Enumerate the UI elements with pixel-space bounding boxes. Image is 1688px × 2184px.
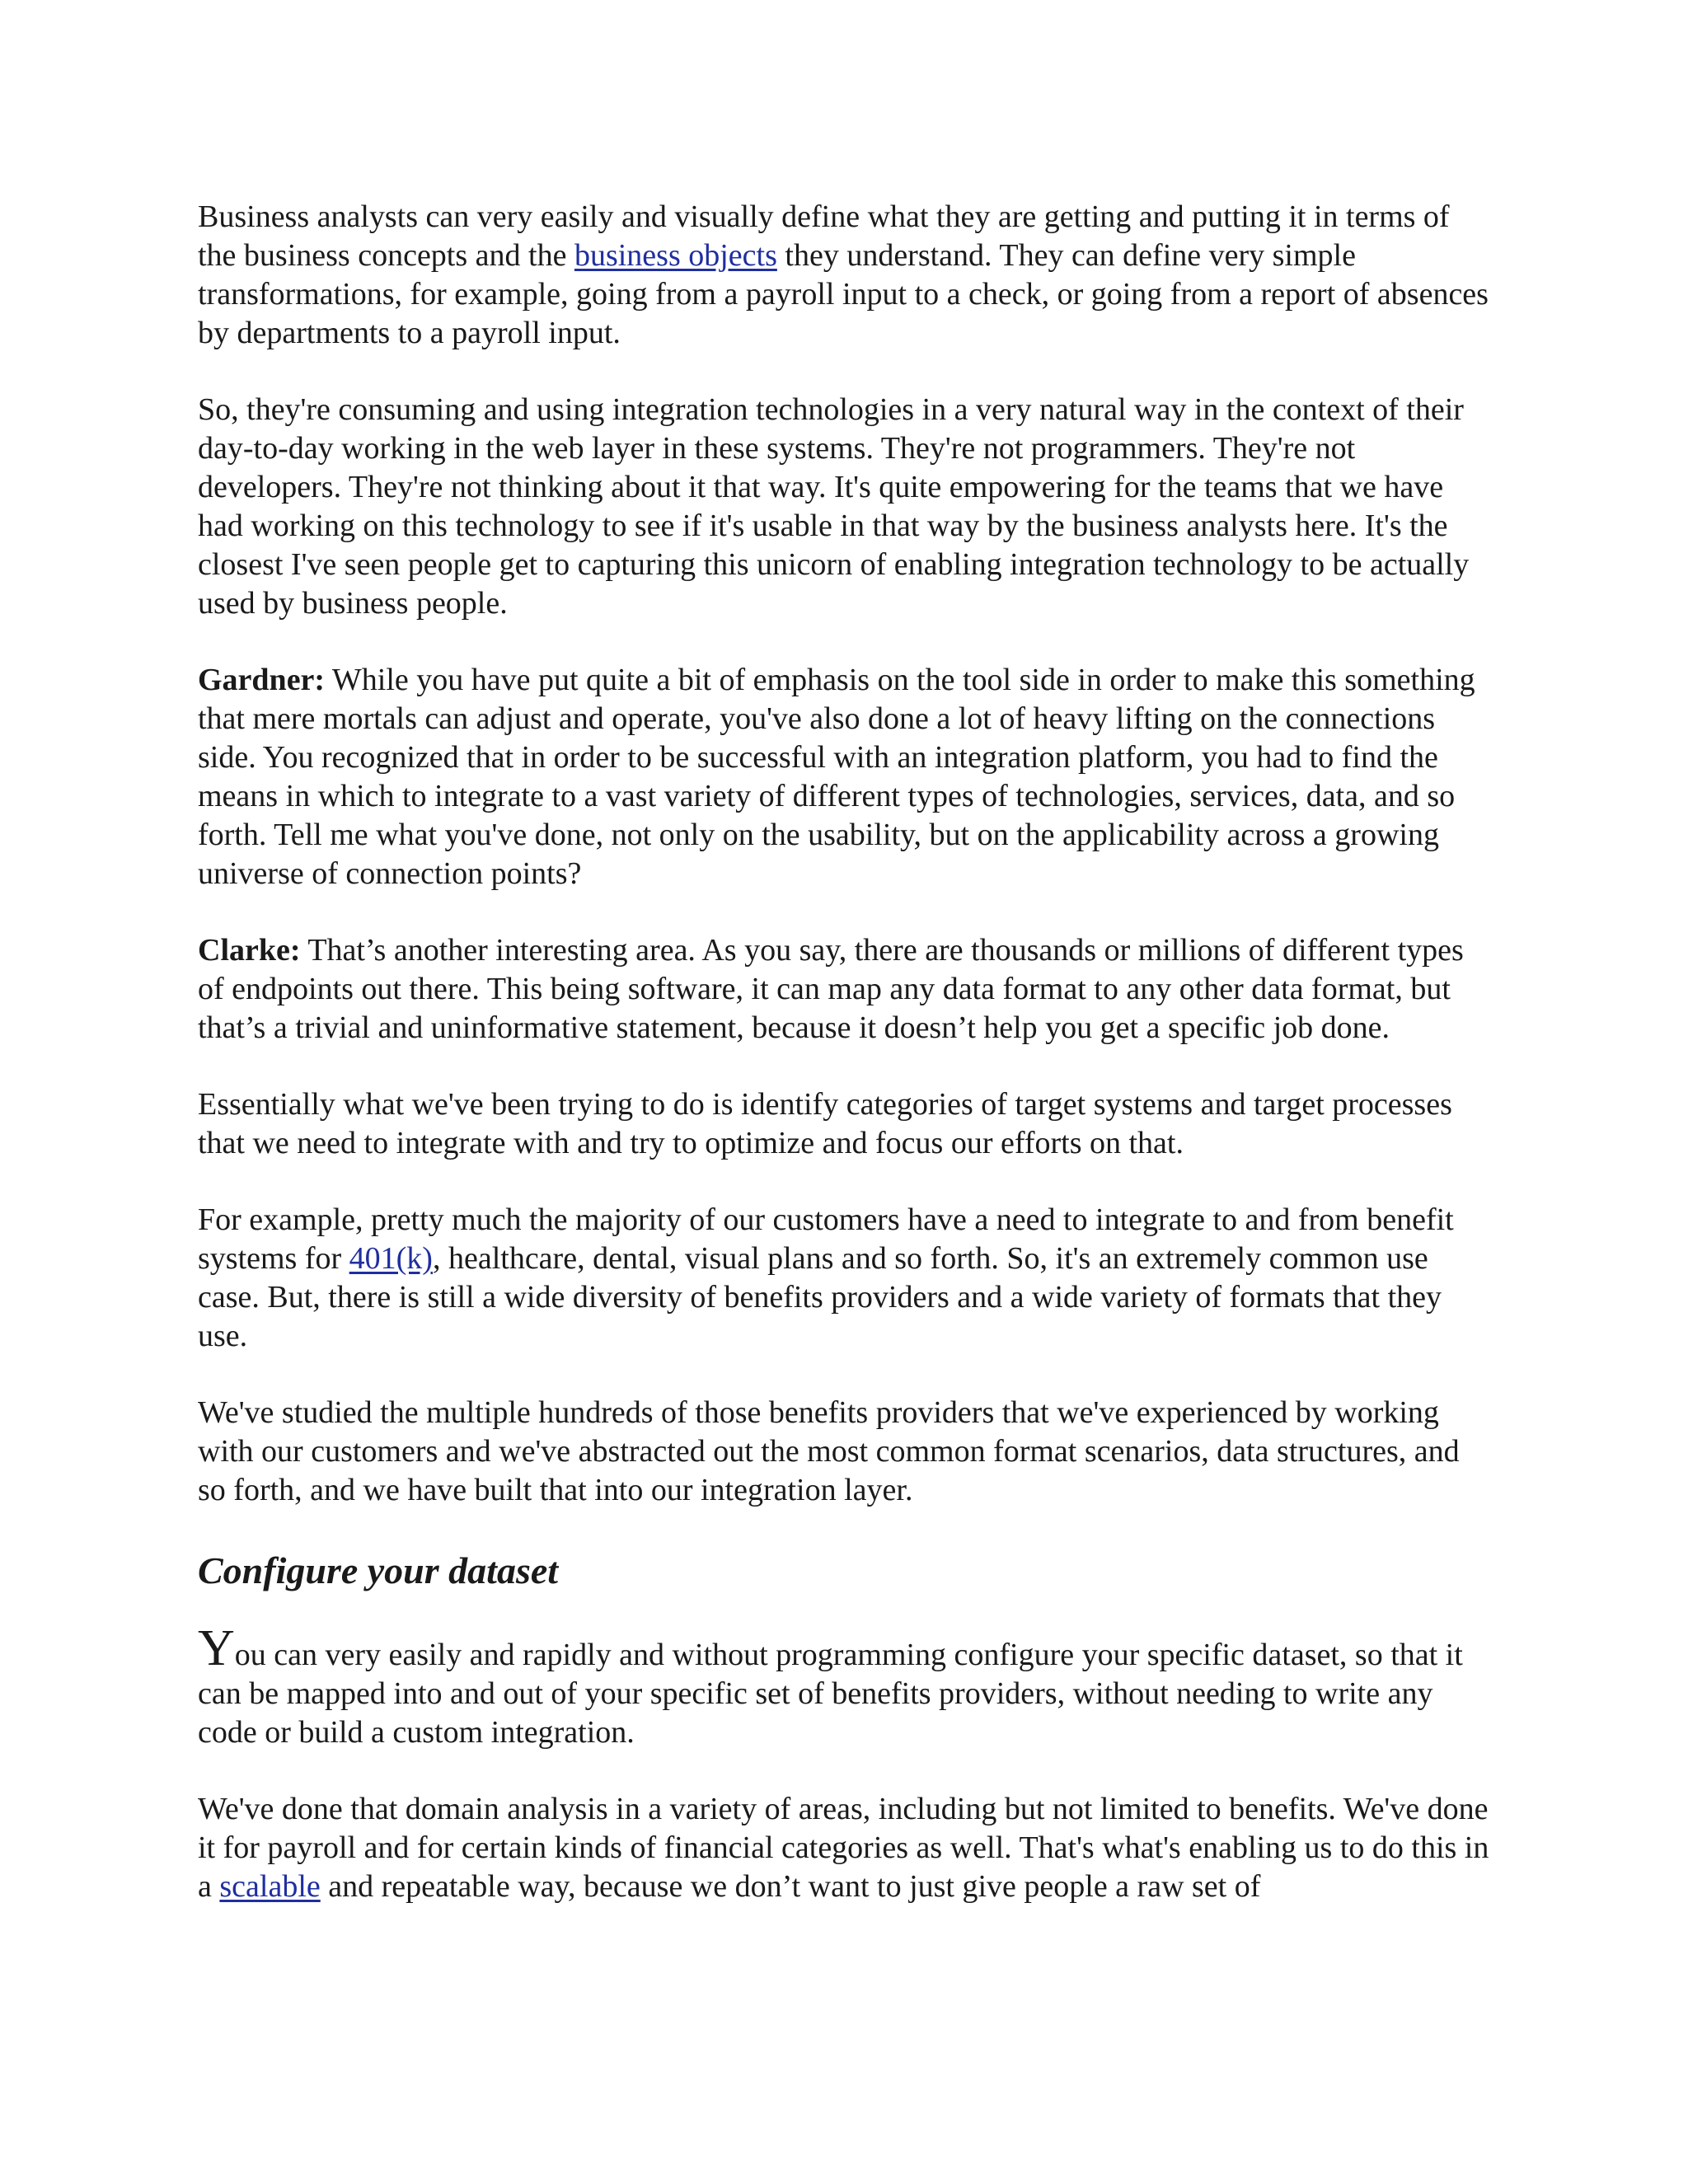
paragraph-configure-dataset <box>198 1620 1492 1752</box>
paragraph-text: That’s another interesting area. As you say, there are thousands or millions of different types of endpoints out there. This being software, it can map any data format to any other data format, but that’s a trivial and uninformative statement, because it doesn’t help you get a specific job done. <box>198 933 1464 1045</box>
paragraph-clarke-answer <box>198 931 1492 1047</box>
paragraph-categories: Essentially what we've been trying to do is identify categories of target systems and target processes that we need to integrate with and try to optimize and focus our efforts on that. <box>198 1087 1452 1160</box>
paragraph-text: Business analysts can very easily and visually define what they are getting and putting it in terms of the business concepts and the <box>198 199 1450 273</box>
paragraph-text: they understand. They can define very simple transformations, for example, going from a payroll input to a check, or going from a report of absences by departments to a payroll input. <box>198 238 1489 350</box>
paragraph-text: We've done that domain analysis in a variety of areas, including but not limited to benefits. We've done it for payroll and for certain kinds of financial categories as well. That's what's enabling us to do this in a <box>198 1792 1489 1904</box>
speaker-label-clarke: Clarke: <box>198 933 301 968</box>
paragraph-text: While you have put quite a bit of emphasis on the tool side in order to make this something that mere mortals can adjust and operate, you've also done a lot of heavy lifting on the connections side. You recognized that in order to be successful with an integration platform, you had to find the means in which to integrate to a vast variety of different types of technologies, services, data, and so forth. Tell me what you've done, not only on the usability, but on the applicability across a growing universe of connection points? <box>198 663 1475 891</box>
paragraph-text: , healthcare, dental, visual plans and so forth. So, it's an extremely common use case. But, there is still a wide diversity of benefits providers and a wide variety of formats that they use. <box>198 1241 1442 1353</box>
section-heading-configure-dataset: Configure your dataset <box>198 1549 559 1591</box>
paragraph-consuming-integration: So, they're consuming and using integration technologies in a very natural way in the context of their day-to-day working in the web layer in these systems. They're not programmers. They're not developers. They're not thinking about it that way. It's quite empowering for the teams that we have had working on this technology to see if it's usable in that way by the business analysts here. It's the closest I've seen people get to capturing this unicorn of enabling integration technology to be actually used by business people. <box>198 392 1470 621</box>
401k-link[interactable]: 401(k) <box>349 1241 433 1276</box>
paragraph-domain-analysis <box>198 1790 1492 1906</box>
paragraph-text: For example, pretty much the majority of our customers have a need to integrate to and from benefit systems for <box>198 1202 1454 1276</box>
speaker-label-gardner: Gardner: <box>198 663 326 697</box>
scalable-link[interactable]: scalable <box>219 1869 321 1904</box>
paragraph-text: ou can very easily and rapidly and without programming configure your specific dataset, so that it can be mapped into and out of your specific set of benefits providers, without needing to write any code or build a custom integration. <box>198 1638 1463 1750</box>
paragraph-gardner-question <box>198 661 1492 893</box>
paragraph-business-analysts <box>198 198 1492 353</box>
drop-cap-letter: Y <box>198 1620 235 1676</box>
paragraph-benefits-providers: We've studied the multiple hundreds of those benefits providers that we've experienced by working with our customers and we've abstracted out the most common format scenarios, data structures, and so forth, and we have built that into our integration layer. <box>198 1395 1460 1507</box>
document-page <box>198 198 1492 1944</box>
paragraph-text: and repeatable way, because we don’t want to just give people a raw set of <box>320 1869 1261 1904</box>
business-objects-link[interactable]: business objects <box>574 238 777 273</box>
paragraph-benefit-systems <box>198 1201 1492 1356</box>
